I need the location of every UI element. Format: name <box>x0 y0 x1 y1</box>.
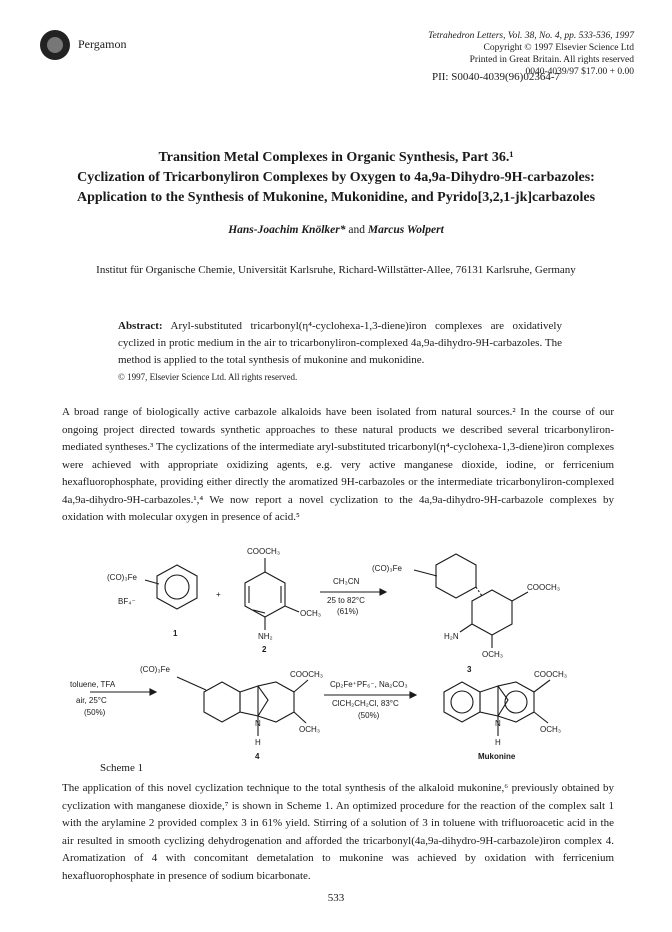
fe-label-4: (CO)₃Fe <box>140 665 170 674</box>
cooch3-label-2: COOCH₃ <box>247 547 281 556</box>
reaction-scheme <box>62 540 614 776</box>
mukonine-ring-right <box>498 682 534 722</box>
compound-2-ring <box>245 572 285 617</box>
authors <box>40 224 632 236</box>
author-1: Hans-Joachim Knölker* <box>228 224 346 236</box>
abstract-copyright: © 1997, Elsevier Science Ltd. All rights reserved. <box>118 372 298 382</box>
pergamon-logo-icon <box>40 30 70 60</box>
n-label-4: N <box>255 719 261 728</box>
step2-reagent: toluene, TFA <box>70 680 116 689</box>
pii: PII: S0040-4039(96)02364-7 <box>431 71 560 83</box>
och3-label-3: OCH₃ <box>482 650 504 659</box>
nh2-label: NH₂ <box>258 632 273 641</box>
compound-1-label: 1 <box>173 629 178 638</box>
page-number: 533 <box>327 892 345 904</box>
mukonine-ring-left <box>444 682 480 722</box>
compound-4-label: 4 <box>255 752 260 761</box>
h-label-4: H <box>255 738 261 747</box>
abstract-label: Abstract: <box>118 320 163 332</box>
title-line-3: Application to the Synthesis of Mukonine, Mukonidine, and Pyrido[3,2,1-jk]carbazoles <box>76 190 596 205</box>
compound-4-ring-five <box>240 686 268 716</box>
step3-yield: (50%) <box>358 711 380 720</box>
body-paragraph-1: A broad range of biologically active carbazole alkaloids have been isolated from natural sources.² In the course of our ongoing project directed towards synthetic approaches to these natural products we described several tricarbonyliron-mediated syntheses.³ The cyclizations of the intermediate aryl-substituted tricarbonyl(η⁴-cyclohexa-1,3-diene)iron complexes were achieved with appropriate oxidizing agents, e.g. very active manganese dioxide, iodine, or ferricenium hexafluorophosphate, providing either directly the aromatized 9H-carbazoles or the intermediate tricarbonyliron-complexed 4a,9a-dihydro-9H-carbazoles.¹,⁴ We now report a novel cyclization to the 4a,9a-dihydro-9H-carbazole complexes by oxidation with molecular oxygen in presence of acid.⁵ <box>62 406 614 523</box>
copyright-line: Copyright © 1997 Elsevier Science Ltd <box>483 43 634 53</box>
compound-3-diene-ring <box>436 554 476 598</box>
step3-reagent: Cp₂Fe⁺PF₆⁻, Na₂CO₃ <box>330 680 408 689</box>
affiliation: Institut für Organische Chemie, Universität Karlsruhe, Richard-Willstätter-Allee, 76131 Karlsruhe, Germany <box>96 264 576 276</box>
scheme-caption: Scheme 1 <box>100 762 144 774</box>
title-line-1: Transition Metal Complexes in Organic Synthesis, Part 36.¹ <box>158 150 514 165</box>
bf4-label: BF₄⁻ <box>118 597 136 606</box>
abstract <box>118 318 562 386</box>
step1-conditions: 25 to 82°C <box>327 596 365 605</box>
n-label-mukonine: N <box>495 719 501 728</box>
step1-yield: (61%) <box>337 607 359 616</box>
och3-label-2: OCH₃ <box>300 609 322 618</box>
compound-4-ring-right <box>258 682 294 722</box>
fe-label-3: (CO)₃Fe <box>372 564 402 573</box>
printed-line: Printed in Great Britain. All rights reserved <box>469 55 634 65</box>
och3-label-4: OCH₃ <box>299 725 321 734</box>
article-title <box>40 148 632 208</box>
compound-3-label: 3 <box>467 665 472 674</box>
step3-conditions: ClCH₂CH₂Cl, 83°C <box>332 699 399 708</box>
och3-label-mukonine: OCH₃ <box>540 725 562 734</box>
compound-1-ring <box>157 565 197 609</box>
title-line-2: Cyclization of Tricarbonyliron Complexes by Oxygen to 4a,9a-Dihydro-9H-carbazoles: <box>77 170 595 185</box>
author-2: Marcus Wolpert <box>367 224 444 236</box>
mukonine-label: Mukonine <box>478 752 516 761</box>
cooch3-label-3: COOCH₃ <box>527 583 561 592</box>
journal-line: Tetrahedron Letters, Vol. 38, No. 4, pp. 533-536, 1997 <box>428 31 634 41</box>
fe-label-1: (CO)₃Fe <box>107 573 137 582</box>
compound-2-label: 2 <box>262 645 267 654</box>
h-label-mukonine: H <box>495 738 501 747</box>
cooch3-label-mukonine: COOCH₃ <box>534 670 568 679</box>
abstract-text: Aryl-substituted tricarbonyl(η⁴-cyclohexa-1,3-diene)iron complexes are oxidatively cyclized in protic medium in the air to tricarbonyliron-complexed 4a,9a-dihydro-9H-carbazoles. The method is applied to the total synthesis of mukonine and mukonidine. <box>118 320 562 366</box>
body-paragraph-2: The application of this novel cyclization technique to the total synthesis of the alkaloid mukonine,⁶ previously obtained by cyclization with manganese dioxide,⁷ is shown in Scheme 1. An optimized procedure for the reaction of the complex salt 1 with the arylamine 2 provided complex 3 in 61% yield. Stirring of a solution of 3 in toluene with trifluoroacetic acid in the air resulted in smooth cyclizing dehydrogenation and afforded the tricarbonyl(4a,9a-dihydro-9H-carbazole)iron complex 4. Aromatization of 4 with concomitant demetalation to mukonine was achieved by oxidation with ferricenium hexafluorophosphate in presence of sodium bicarbonate. <box>62 782 614 882</box>
mukonine-ring-five <box>480 686 508 716</box>
compound-3-aryl-ring <box>472 590 512 635</box>
compound-1-inner-ring <box>165 575 189 599</box>
price-line: 0040-4039/97 $17.00 + 0.00 <box>525 67 634 77</box>
h2n-label: H₂N <box>444 632 459 641</box>
publisher-name: Pergamon <box>78 37 127 51</box>
cooch3-label-4: COOCH₃ <box>290 670 324 679</box>
step2-conditions: air, 25°C <box>76 696 107 705</box>
compound-4-ring-left <box>204 682 240 722</box>
step2-yield: (50%) <box>84 708 106 717</box>
step1-reagent: CH₃CN <box>333 577 360 586</box>
author-conj: and <box>348 224 365 236</box>
plus-sign: + <box>216 590 221 599</box>
